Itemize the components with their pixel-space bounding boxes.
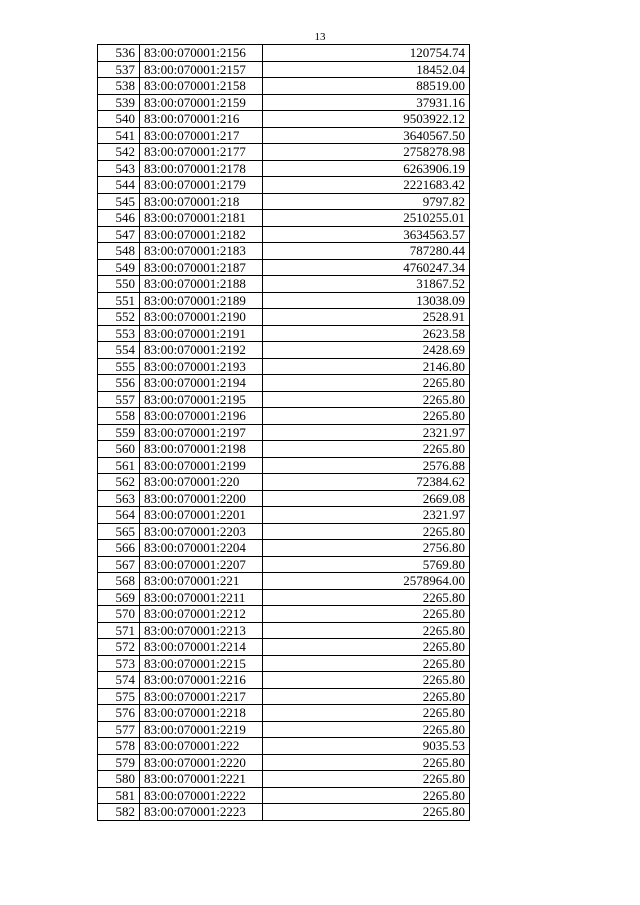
row-number-cell: 546	[98, 210, 140, 227]
cadastral-value-cell: 2578964.00	[263, 573, 470, 590]
cadastral-number-cell: 83:00:070001:2222	[140, 787, 263, 804]
cadastral-number-cell: 83:00:070001:222	[140, 738, 263, 755]
cadastral-number-cell: 83:00:070001:2207	[140, 556, 263, 573]
cadastral-number-cell: 83:00:070001:2192	[140, 342, 263, 359]
row-number-cell: 556	[98, 375, 140, 392]
row-number-cell: 578	[98, 738, 140, 755]
cadastral-value-cell: 2265.80	[263, 705, 470, 722]
cadastral-value-cell: 2265.80	[263, 771, 470, 788]
row-number-cell: 570	[98, 606, 140, 623]
cadastral-number-cell: 83:00:070001:2203	[140, 523, 263, 540]
cadastral-value-cell: 9035.53	[263, 738, 470, 755]
table-row	[98, 408, 470, 425]
row-number-cell: 562	[98, 474, 140, 491]
table-row	[98, 622, 470, 639]
table-row	[98, 61, 470, 78]
cadastral-value-cell: 2756.80	[263, 540, 470, 557]
row-number-cell: 552	[98, 309, 140, 326]
cadastral-number-cell: 83:00:070001:2158	[140, 78, 263, 95]
cadastral-value-cell: 2758278.98	[263, 144, 470, 161]
cadastral-value-cell: 72384.62	[263, 474, 470, 491]
table-row	[98, 771, 470, 788]
row-number-cell: 557	[98, 391, 140, 408]
table-row	[98, 243, 470, 260]
row-number-cell: 559	[98, 424, 140, 441]
cadastral-number-cell: 83:00:070001:2212	[140, 606, 263, 623]
table-row	[98, 754, 470, 771]
cadastral-value-cell: 2265.80	[263, 589, 470, 606]
table-row	[98, 424, 470, 441]
row-number-cell: 579	[98, 754, 140, 771]
cadastral-number-cell: 83:00:070001:220	[140, 474, 263, 491]
table-row	[98, 391, 470, 408]
cadastral-value-cell: 2265.80	[263, 804, 470, 821]
cadastral-number-cell: 83:00:070001:216	[140, 111, 263, 128]
cadastral-number-cell: 83:00:070001:2218	[140, 705, 263, 722]
cadastral-value-cell: 9797.82	[263, 193, 470, 210]
table-row	[98, 540, 470, 557]
row-number-cell: 569	[98, 589, 140, 606]
table-row	[98, 688, 470, 705]
table-row	[98, 556, 470, 573]
table-row	[98, 705, 470, 722]
table-row	[98, 490, 470, 507]
table-row	[98, 721, 470, 738]
cadastral-number-cell: 83:00:070001:2197	[140, 424, 263, 441]
cadastral-value-cell: 2510255.01	[263, 210, 470, 227]
cadastral-value-cell: 18452.04	[263, 61, 470, 78]
cadastral-value-cell: 2528.91	[263, 309, 470, 326]
row-number-cell: 560	[98, 441, 140, 458]
row-number-cell: 551	[98, 292, 140, 309]
table-row	[98, 276, 470, 293]
row-number-cell: 577	[98, 721, 140, 738]
cadastral-value-cell: 787280.44	[263, 243, 470, 260]
row-number-cell: 582	[98, 804, 140, 821]
cadastral-number-cell: 83:00:070001:2211	[140, 589, 263, 606]
row-number-cell: 540	[98, 111, 140, 128]
cadastral-number-cell: 83:00:070001:2183	[140, 243, 263, 260]
table-row	[98, 144, 470, 161]
table-row	[98, 259, 470, 276]
row-number-cell: 571	[98, 622, 140, 639]
cadastral-number-cell: 83:00:070001:2204	[140, 540, 263, 557]
cadastral-value-cell: 88519.00	[263, 78, 470, 95]
cadastral-value-cell: 5769.80	[263, 556, 470, 573]
cadastral-value-cell: 120754.74	[263, 45, 470, 62]
cadastral-number-cell: 83:00:070001:2189	[140, 292, 263, 309]
table-row	[98, 523, 470, 540]
cadastral-number-cell: 83:00:070001:2179	[140, 177, 263, 194]
cadastral-value-cell: 4760247.34	[263, 259, 470, 276]
cadastral-value-cell: 13038.09	[263, 292, 470, 309]
cadastral-value-cell: 2265.80	[263, 787, 470, 804]
row-number-cell: 538	[98, 78, 140, 95]
table-row	[98, 457, 470, 474]
row-number-cell: 548	[98, 243, 140, 260]
row-number-cell: 561	[98, 457, 140, 474]
row-number-cell: 536	[98, 45, 140, 62]
cadastral-number-cell: 83:00:070001:2194	[140, 375, 263, 392]
row-number-cell: 563	[98, 490, 140, 507]
cadastral-value-cell: 2265.80	[263, 606, 470, 623]
cadastral-value-cell: 2265.80	[263, 672, 470, 689]
cadastral-number-cell: 83:00:070001:2198	[140, 441, 263, 458]
table-row	[98, 226, 470, 243]
cadastral-number-cell: 83:00:070001:2188	[140, 276, 263, 293]
cadastral-value-cell: 2428.69	[263, 342, 470, 359]
row-number-cell: 544	[98, 177, 140, 194]
row-number-cell: 566	[98, 540, 140, 557]
row-number-cell: 558	[98, 408, 140, 425]
cadastral-value-cell: 3634563.57	[263, 226, 470, 243]
table-row	[98, 292, 470, 309]
cadastral-value-cell: 2265.80	[263, 622, 470, 639]
cadastral-number-cell: 83:00:070001:2215	[140, 655, 263, 672]
cadastral-number-cell: 83:00:070001:2178	[140, 160, 263, 177]
cadastral-value-cell: 2265.80	[263, 639, 470, 656]
cadastral-value-cell: 2221683.42	[263, 177, 470, 194]
table-row	[98, 507, 470, 524]
cadastral-value-cell: 2669.08	[263, 490, 470, 507]
cadastral-value-cell: 2576.88	[263, 457, 470, 474]
row-number-cell: 564	[98, 507, 140, 524]
cadastral-number-cell: 83:00:070001:2191	[140, 325, 263, 342]
table-row	[98, 573, 470, 590]
cadastral-value-cell: 2265.80	[263, 408, 470, 425]
cadastral-number-cell: 83:00:070001:2220	[140, 754, 263, 771]
cadastral-number-cell: 83:00:070001:2195	[140, 391, 263, 408]
table-row	[98, 45, 470, 62]
table-row	[98, 639, 470, 656]
cadastral-number-cell: 83:00:070001:2201	[140, 507, 263, 524]
cadastral-number-cell: 83:00:070001:2219	[140, 721, 263, 738]
table-body	[98, 45, 470, 821]
table-row	[98, 787, 470, 804]
cadastral-value-cell: 2265.80	[263, 721, 470, 738]
cadastral-value-cell: 2265.80	[263, 655, 470, 672]
cadastral-number-cell: 83:00:070001:2200	[140, 490, 263, 507]
cadastral-number-cell: 83:00:070001:218	[140, 193, 263, 210]
table-row	[98, 325, 470, 342]
row-number-cell: 547	[98, 226, 140, 243]
table-row	[98, 160, 470, 177]
row-number-cell: 568	[98, 573, 140, 590]
cadastral-value-cell: 6263906.19	[263, 160, 470, 177]
cadastral-number-cell: 83:00:070001:2216	[140, 672, 263, 689]
row-number-cell: 537	[98, 61, 140, 78]
table-row	[98, 358, 470, 375]
table-row	[98, 606, 470, 623]
cadastral-value-cell: 2321.97	[263, 424, 470, 441]
table-row	[98, 738, 470, 755]
table-row	[98, 127, 470, 144]
row-number-cell: 554	[98, 342, 140, 359]
row-number-cell: 553	[98, 325, 140, 342]
cadastral-number-cell: 83:00:070001:2181	[140, 210, 263, 227]
table-row	[98, 441, 470, 458]
cadastral-value-cell: 2265.80	[263, 754, 470, 771]
row-number-cell: 567	[98, 556, 140, 573]
cadastral-value-cell: 9503922.12	[263, 111, 470, 128]
row-number-cell: 542	[98, 144, 140, 161]
cadastral-value-cell: 2146.80	[263, 358, 470, 375]
row-number-cell: 539	[98, 94, 140, 111]
cadastral-number-cell: 83:00:070001:2177	[140, 144, 263, 161]
table-row	[98, 474, 470, 491]
row-number-cell: 574	[98, 672, 140, 689]
cadastral-value-cell: 2265.80	[263, 441, 470, 458]
cadastral-number-cell: 83:00:070001:2193	[140, 358, 263, 375]
row-number-cell: 576	[98, 705, 140, 722]
cadastral-number-cell: 83:00:070001:2221	[140, 771, 263, 788]
row-number-cell: 580	[98, 771, 140, 788]
cadastral-value-cell: 37931.16	[263, 94, 470, 111]
cadastral-number-cell: 83:00:070001:2157	[140, 61, 263, 78]
cadastral-number-cell: 83:00:070001:221	[140, 573, 263, 590]
cadastral-number-cell: 83:00:070001:2217	[140, 688, 263, 705]
cadastral-value-cell: 2265.80	[263, 523, 470, 540]
cadastral-value-table	[97, 44, 470, 821]
table-row	[98, 375, 470, 392]
cadastral-number-cell: 83:00:070001:2213	[140, 622, 263, 639]
table-row	[98, 193, 470, 210]
cadastral-number-cell: 83:00:070001:2223	[140, 804, 263, 821]
table-row	[98, 804, 470, 821]
row-number-cell: 581	[98, 787, 140, 804]
cadastral-value-cell: 31867.52	[263, 276, 470, 293]
row-number-cell: 550	[98, 276, 140, 293]
table-row	[98, 210, 470, 227]
row-number-cell: 541	[98, 127, 140, 144]
table-row	[98, 94, 470, 111]
cadastral-number-cell: 83:00:070001:2182	[140, 226, 263, 243]
page-number: 13	[314, 31, 326, 43]
cadastral-number-cell: 83:00:070001:2196	[140, 408, 263, 425]
cadastral-value-cell: 3640567.50	[263, 127, 470, 144]
row-number-cell: 555	[98, 358, 140, 375]
table-row	[98, 589, 470, 606]
cadastral-number-cell: 83:00:070001:2214	[140, 639, 263, 656]
table-row	[98, 309, 470, 326]
cadastral-number-cell: 83:00:070001:2187	[140, 259, 263, 276]
cadastral-value-cell: 2321.97	[263, 507, 470, 524]
cadastral-value-cell: 2265.80	[263, 688, 470, 705]
table-row	[98, 177, 470, 194]
cadastral-number-cell: 83:00:070001:2199	[140, 457, 263, 474]
row-number-cell: 543	[98, 160, 140, 177]
row-number-cell: 549	[98, 259, 140, 276]
row-number-cell: 565	[98, 523, 140, 540]
cadastral-number-cell: 83:00:070001:217	[140, 127, 263, 144]
cadastral-number-cell: 83:00:070001:2190	[140, 309, 263, 326]
row-number-cell: 575	[98, 688, 140, 705]
cadastral-value-cell: 2265.80	[263, 375, 470, 392]
table-row	[98, 655, 470, 672]
row-number-cell: 573	[98, 655, 140, 672]
cadastral-value-cell: 2265.80	[263, 391, 470, 408]
table-row	[98, 672, 470, 689]
cadastral-value-cell: 2623.58	[263, 325, 470, 342]
table-row	[98, 342, 470, 359]
row-number-cell: 572	[98, 639, 140, 656]
table-row	[98, 78, 470, 95]
cadastral-number-cell: 83:00:070001:2159	[140, 94, 263, 111]
row-number-cell: 545	[98, 193, 140, 210]
table-row	[98, 111, 470, 128]
cadastral-number-cell: 83:00:070001:2156	[140, 45, 263, 62]
